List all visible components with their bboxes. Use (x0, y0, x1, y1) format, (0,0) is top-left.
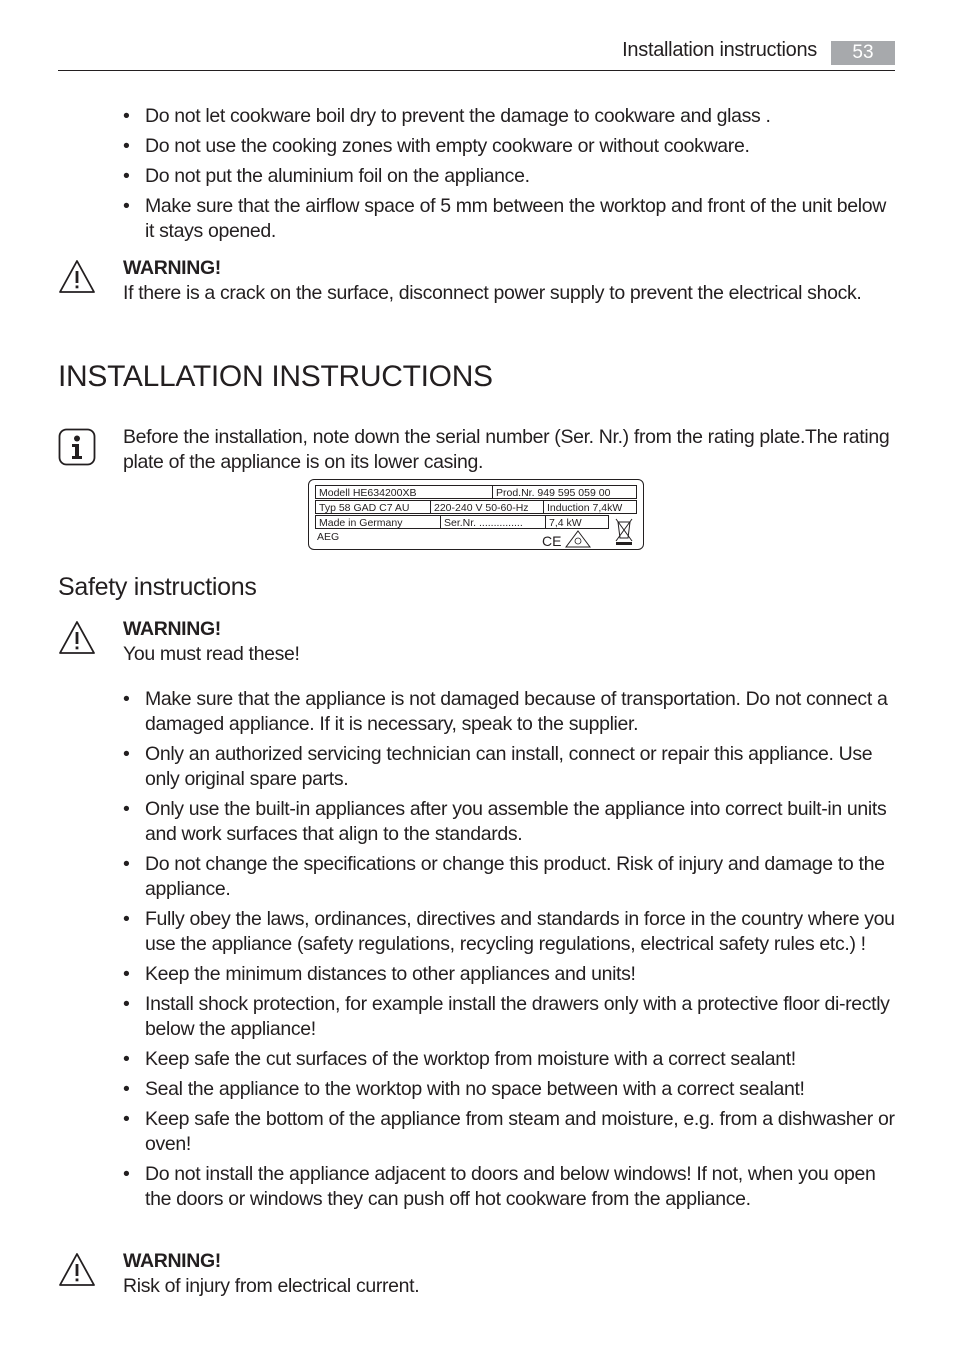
warning-block (123, 617, 895, 667)
warning-block (123, 256, 895, 306)
top-bullet-list (123, 104, 895, 249)
list-item: • Seal the appliance to the worktop with no space between with a correct sealant! (123, 1077, 895, 1102)
warning-icon (58, 259, 96, 295)
warning-text: Risk of injury from electrical current. (123, 1275, 420, 1297)
plate-brand: AEG (317, 531, 340, 543)
info-paragraph (123, 425, 895, 475)
warning-title: WARNING! (123, 257, 221, 279)
plate-power: 7,4 kW (545, 515, 609, 529)
list-item: • Keep safe the cut surfaces of the worktop from moisture with a correct sealant! (123, 1047, 895, 1072)
info-lead: Before the installation, (123, 426, 308, 448)
warning-block (123, 1249, 895, 1299)
list-item: • Keep safe the bottom of the appliance from steam and moisture, e.g. from a dishwasher or oven! (123, 1107, 895, 1157)
warning-text: You must read these! (123, 643, 300, 665)
warning-icon (58, 620, 96, 656)
plate-induction: Induction 7,4kW (543, 500, 637, 514)
plate-prod-nr: Prod.Nr. 949 595 059 00 (492, 485, 637, 499)
info-body: note down the serial number (Ser. Nr.) from the rating plate.The rating plate of the appliance is on its lower casing. (123, 426, 890, 473)
list-item: • Make sure that the airflow space of 5 mm between the worktop and front of the unit below it stays opened. (123, 194, 895, 244)
warning-title: WARNING! (123, 618, 221, 640)
list-item: • Do not change the specifications or change this product. Risk of injury and damage to the appliance. (123, 852, 895, 902)
weee-bin-icon (613, 516, 635, 546)
list-item: • Do not install the appliance adjacent to doors and below windows! If not, when you open the doors or windows they can push off hot cookware from the appliance. (123, 1162, 895, 1212)
list-item: • Fully obey the laws, ordinances, directives and standards in force in the country where you use the appliance (safety regulations, recycling regulations, electrical safety rules etc.) ! (123, 907, 895, 957)
header-title: Installation instructions (622, 39, 817, 61)
plate-voltage: 220-240 V 50-60-Hz (430, 500, 544, 514)
list-item: • Do not put the aluminium foil on the appliance. (123, 164, 895, 189)
list-item: • Only an authorized servicing technician can install, connect or repair this appliance. Use only original spare parts. (123, 742, 895, 792)
list-item: • Make sure that the appliance is not damaged because of transportation. Do not connect a damaged appliance. If it is necessary, speak to the supplier. (123, 687, 895, 737)
plate-ser-nr: Ser.Nr. ............... (440, 515, 546, 529)
ce-mark: CE (542, 533, 562, 549)
safety-bullet-list (123, 687, 895, 1217)
list-item: • Install shock protection, for example install the drawers only with a protective floor di-rectly below the appliance! (123, 992, 895, 1042)
list-item: • Only use the built-in appliances after you assemble the appliance into correct built-in units and work surfaces that align to the standards. (123, 797, 895, 847)
warning-icon (58, 1252, 96, 1288)
plate-typ: Typ 58 GAD C7 AU (315, 500, 431, 514)
list-item: • Do not use the cooking zones with empty cookware or without cookware. (123, 134, 895, 159)
safety-mark-icon (565, 530, 591, 548)
plate-modell: Modell HE634200XB (315, 485, 493, 499)
warning-title: WARNING! (123, 1250, 221, 1272)
info-icon (58, 428, 96, 466)
section-title: INSTALLATION INSTRUCTIONS (58, 360, 493, 393)
subsection-title: Safety instructions (58, 573, 257, 601)
list-item: • Do not let cookware boil dry to prevent the damage to cookware and glass . (123, 104, 895, 129)
warning-text: If there is a crack on the surface, disconnect power supply to prevent the electrical shock. (123, 282, 862, 304)
plate-made-in: Made in Germany (315, 515, 441, 529)
rating-plate (308, 479, 644, 550)
page-number: 53 (831, 41, 895, 65)
header-divider (58, 70, 895, 71)
list-item: • Keep the minimum distances to other appliances and units! (123, 962, 895, 987)
